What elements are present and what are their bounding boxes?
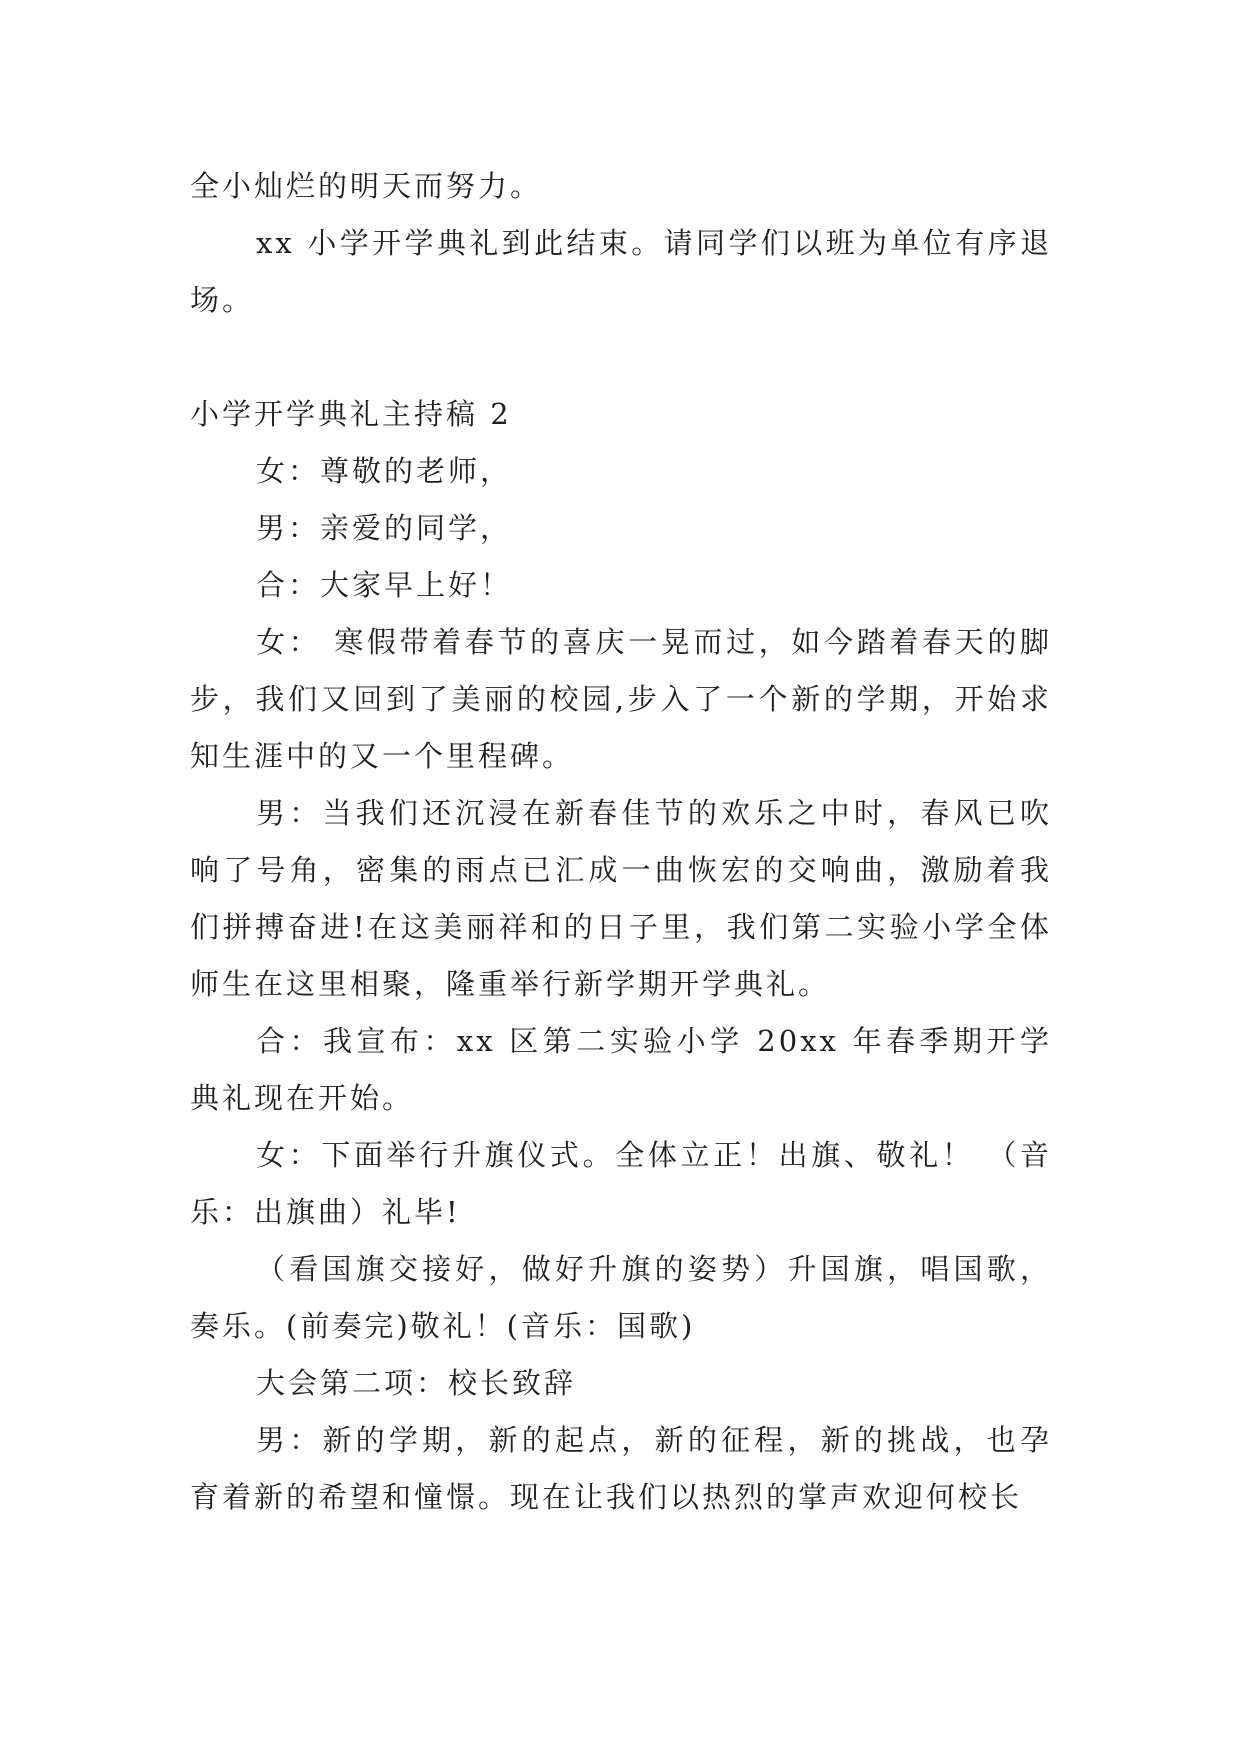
paragraph-closing-line: 全小灿烂的明天而努力。 [190, 169, 543, 203]
paragraph-male-greeting: 男：亲爱的同学， [256, 511, 513, 545]
document-body [190, 158, 1052, 1526]
paragraph-male-opening: 男：当我们还沉浸在新春佳节的欢乐之中时，春风已吹响了号角，密集的雨点已汇成一曲恢宏的交响曲，激励着我们拼搏奋进!在这美丽祥和的日子里，我们第二实验小学全体师生在这里相聚，隆重举行新学期开学典礼。 [190, 796, 1052, 1001]
paragraph-female-opening: 女： 寒假带着春节的喜庆一晃而过，如今踏着春天的脚步，我们又回到了美丽的校园,步入了一个新的学期，开始求知生涯中的又一个里程碑。 [190, 625, 1052, 773]
paragraph-joint-greeting: 合：大家早上好！ [256, 568, 513, 602]
paragraph-ceremony-end: xx 小学开学典礼到此结束。请同学们以班为单位有序退场。 [190, 226, 1052, 317]
paragraph-female-greeting: 女：尊敬的老师， [256, 454, 513, 488]
paragraph-agenda-item: 大会第二项：校长致辞 [256, 1366, 577, 1400]
paragraph-flag-ceremony: 女：下面举行升旗仪式。全体立正！出旗、敬礼！ （音乐：出旗曲）礼毕! [190, 1138, 1052, 1229]
paragraph-joint-announcement: 合：我宣布：xx 区第二实验小学 20xx 年春季期开学典礼现在开始。 [190, 1024, 1052, 1115]
paragraph-principal-introduction: 男：新的学期，新的起点，新的征程，新的挑战，也孕育着新的希望和憧憬。现在让我们以热烈的掌声欢迎何校长 [190, 1423, 1052, 1514]
paragraph-national-anthem: （看国旗交接好，做好升旗的姿势）升国旗，唱国歌，奏乐。(前奏完)敬礼！(音乐：国歌) [190, 1252, 1052, 1343]
section-title: 小学开学典礼主持稿 2 [190, 397, 512, 431]
